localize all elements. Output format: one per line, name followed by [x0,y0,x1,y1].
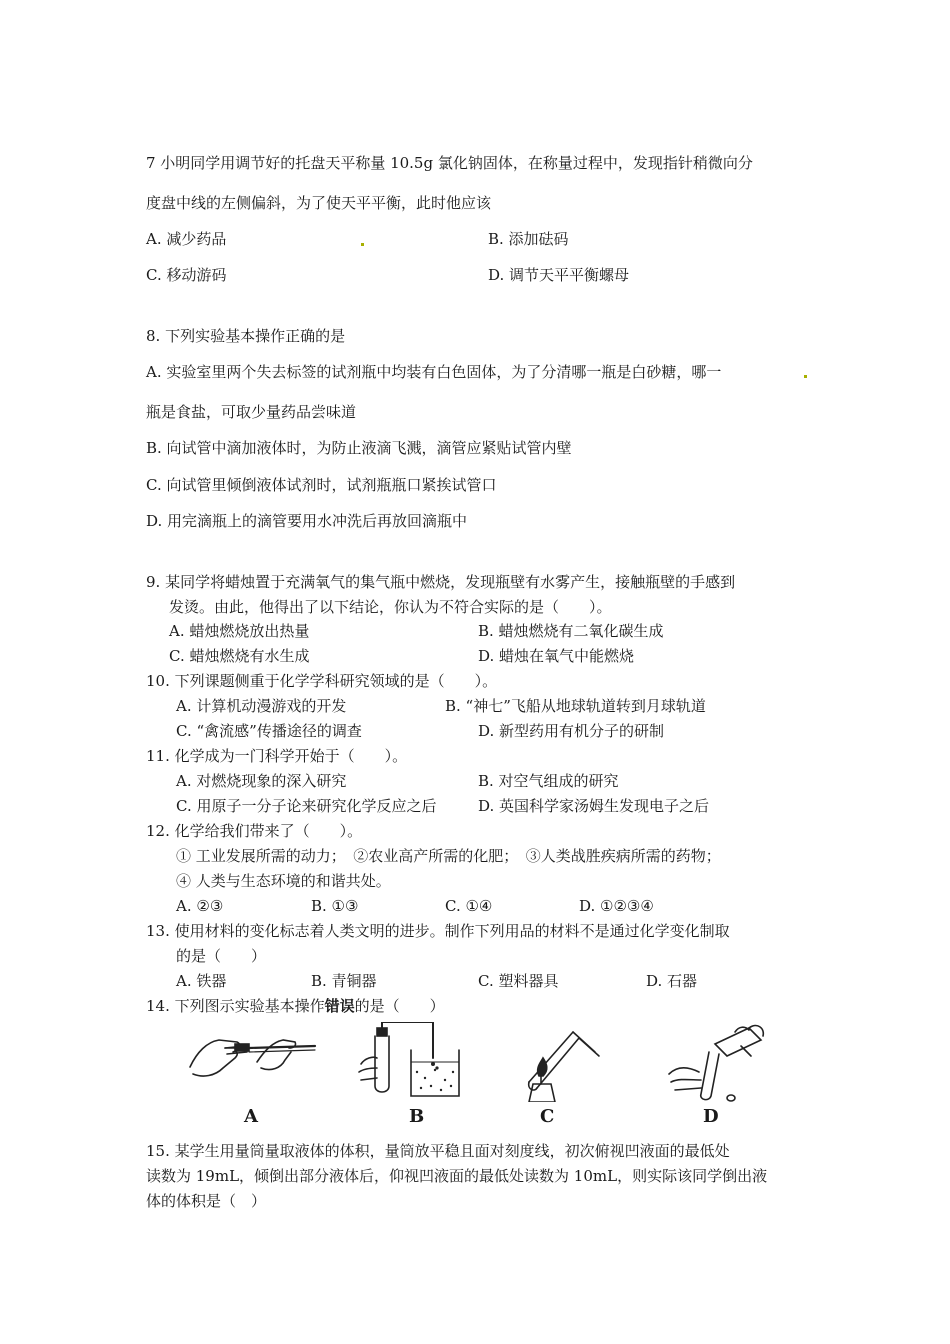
q11-stem: 11. 化学成为一门科学开始于（ ）。 [146,747,408,765]
q11-option-a: A. 对燃烧现象的深入研究 [176,772,347,790]
q12-items-line1: ① 工业发展所需的动力； ②农业高产所需的化肥； ③人类战胜疾病所需的药物； [176,847,721,865]
q8-option-a-line2: 瓶是食盐，可取少量药品尝味道 [146,403,357,421]
q14-stem-post: 的是（ ） [354,997,445,1015]
figure-c-illustration [515,1022,605,1102]
mark-dot [361,243,364,246]
q8-stem: 8. 下列实验基本操作正确的是 [146,327,346,345]
q10-option-c: C. “禽流感”传播途径的调查 [176,722,362,740]
q13-option-b: B. 青铜器 [311,972,377,990]
q8-option-c: C. 向试管里倾倒液体试剂时，试剂瓶瓶口紧挨试管口 [146,476,497,494]
q9-line1: 9. 某同学将蜡烛置于充满氧气的集气瓶中燃烧，发现瓶壁有水雾产生，接触瓶壁的手感到 [146,573,736,591]
q13-line2: 的是（ ） [176,947,267,965]
q12-option-b: B. ①③ [311,897,359,915]
figure-b-illustration [355,1022,475,1100]
figure-label-a: A [244,1106,258,1127]
q13-option-c: C. 塑料器具 [478,972,559,990]
q15-line3: 体的体积是（ ） [146,1192,267,1210]
q9-option-a: A. 蜡烛燃烧放出热量 [169,622,310,640]
q12-option-c: C. ①④ [445,897,493,915]
q8-option-b: B. 向试管中滴加液体时，为防止液滴飞溅，滴管应紧贴试管内壁 [146,439,572,457]
q12-stem: 12. 化学给我们带来了（ ）。 [146,822,363,840]
figure-label-b: B [409,1106,425,1127]
q12-items-line2: ④ 人类与生态环境的和谐共处。 [176,872,391,890]
q11-option-b: B. 对空气组成的研究 [478,772,619,790]
q14-stem-pre: 14. 下列图示实验基本操作 [146,997,325,1015]
q7-option-a: A. 减少药品 [146,230,227,248]
q13-option-d: D. 石器 [646,972,698,990]
q13-option-a: A. 铁器 [176,972,227,990]
q14-stem [146,996,445,1016]
q11-option-c: C. 用原子一分子论来研究化学反应之后 [176,797,437,815]
q12-option-a: A. ②③ [176,897,224,915]
q9-line2: 发烫。由此，他得出了以下结论，你认为不符合实际的是（ ）。 [169,598,612,616]
q10-option-a: A. 计算机动漫游戏的开发 [176,697,347,715]
q10-stem: 10. 下列课题侧重于化学学科研究领域的是（ ）。 [146,672,498,690]
q7-line1: 7 小明同学用调节好的托盘天平称量 10.5g 氯化钠固体，在称量过程中，发现指针稍微向分 [146,154,753,172]
q8-option-d: D. 用完滴瓶上的滴管要用水冲洗后再放回滴瓶中 [146,512,468,530]
q9-option-b: B. 蜡烛燃烧有二氧化碳生成 [478,622,664,640]
q7-option-c: C. 移动游码 [146,266,227,284]
q7-option-d: D. 调节天平平衡螺母 [488,266,630,284]
figure-label-d: D [703,1106,719,1127]
q14-stem-bold: 错误 [324,997,355,1015]
q10-option-b: B. “神七”飞船从地球轨道转到月球轨道 [445,697,706,715]
q8-option-a-line1: A. 实验室里两个失去标签的试剂瓶中均装有白色固体，为了分清哪一瓶是白砂糖，哪一 [146,363,722,381]
q9-option-d: D. 蜡烛在氧气中能燃烧 [478,647,635,665]
q7-option-b: B. 添加砝码 [488,230,569,248]
q15-line1: 15. 某学生用量筒量取液体的体积，量筒放平稳且面对刻度线，初次俯视凹液面的最低处 [146,1142,730,1160]
figure-d-illustration [665,1022,770,1102]
figure-a-illustration [185,1022,320,1092]
mark-dot [804,375,807,378]
q13-line1: 13. 使用材料的变化标志着人类文明的进步。制作下列用品的材料不是通过化学变化制取 [146,922,730,940]
q7-line2: 度盘中线的左侧偏斜，为了使天平平衡，此时他应该 [146,194,492,212]
q12-option-d: D. ①②③④ [579,897,654,915]
q11-option-d: D. 英国科学家汤姆生发现电子之后 [478,797,710,815]
q9-option-c: C. 蜡烛燃烧有水生成 [169,647,310,665]
figure-label-c: C [540,1106,555,1127]
q10-option-d: D. 新型药用有机分子的研制 [478,722,665,740]
q15-line2: 读数为 19mL，倾倒出部分液体后，仰视凹液面的最低处读数为 10mL，则实际该同学倒出液 [146,1167,768,1185]
